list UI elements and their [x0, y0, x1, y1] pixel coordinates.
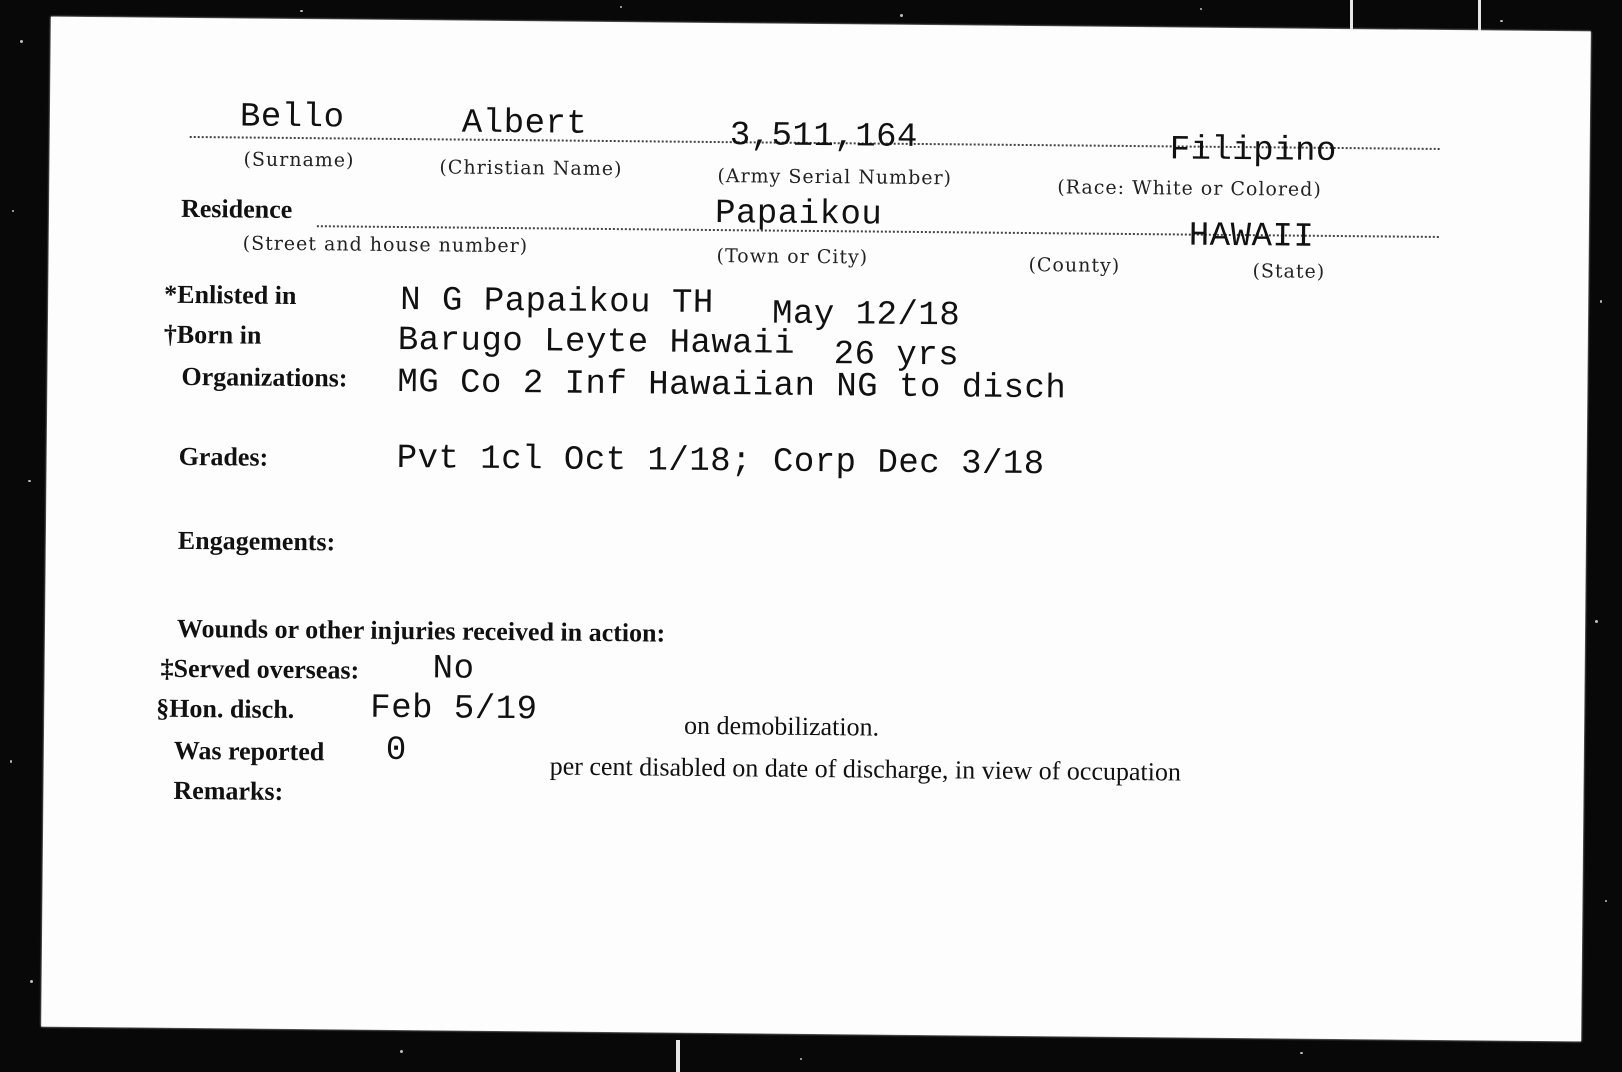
engagements-label: Engagements:	[177, 525, 336, 557]
surname-value: Bello	[239, 98, 345, 138]
grades-value: Pvt 1cl Oct 1/18; Corp Dec 3/18	[396, 439, 1045, 485]
discharge-label: §Hon. disch.	[156, 693, 295, 724]
race-value: Filipino	[1169, 131, 1338, 171]
surname-caption: (Surname)	[243, 148, 355, 172]
discharge-value: Feb 5/19	[370, 689, 538, 730]
born-label: †Born in	[163, 319, 262, 350]
enlisted-date: May 12/18	[771, 295, 961, 336]
discharge-suffix: on demobilization.	[683, 710, 880, 742]
wounds-label: Wounds or other injuries received in action:	[176, 613, 666, 648]
overseas-label: ‡Served overseas:	[160, 653, 360, 685]
street-caption: (Street and house number)	[242, 232, 529, 258]
serial-number-caption: (Army Serial Number)	[717, 165, 953, 190]
christian-name-value: Albert	[461, 104, 588, 144]
residence-label: Residence	[180, 193, 293, 224]
race-caption: (Race: White or Colored)	[1057, 176, 1322, 201]
enlisted-value: N G Papaikou TH	[399, 281, 714, 324]
born-age: 26 yrs	[833, 336, 960, 376]
serial-number-value: 3,511,164	[729, 117, 919, 157]
organizations-label: Organizations:	[181, 361, 348, 393]
overseas-value: No	[432, 650, 475, 689]
born-value: Barugo Leyte Hawaii	[397, 321, 796, 364]
grades-label: Grades:	[178, 441, 269, 472]
enlisted-label: *Enlisted in	[164, 279, 297, 311]
state-caption: (State)	[1252, 260, 1326, 283]
remarks-label: Remarks:	[173, 775, 284, 806]
christian-name-caption: (Christian Name)	[439, 156, 623, 181]
town-value: Papaikou	[714, 195, 883, 235]
town-caption: (Town or City)	[716, 245, 869, 269]
county-caption: (County)	[1028, 254, 1121, 277]
reported-label: Was reported	[173, 735, 325, 767]
reported-suffix: per cent disabled on date of discharge, in view of occupation	[549, 751, 1182, 787]
organizations-value: MG Co 2 Inf Hawaiian NG to disch	[397, 363, 1067, 409]
state-value: HAWAII	[1188, 217, 1315, 257]
service-record-card	[41, 17, 1591, 1042]
reported-value: 0	[385, 731, 407, 771]
